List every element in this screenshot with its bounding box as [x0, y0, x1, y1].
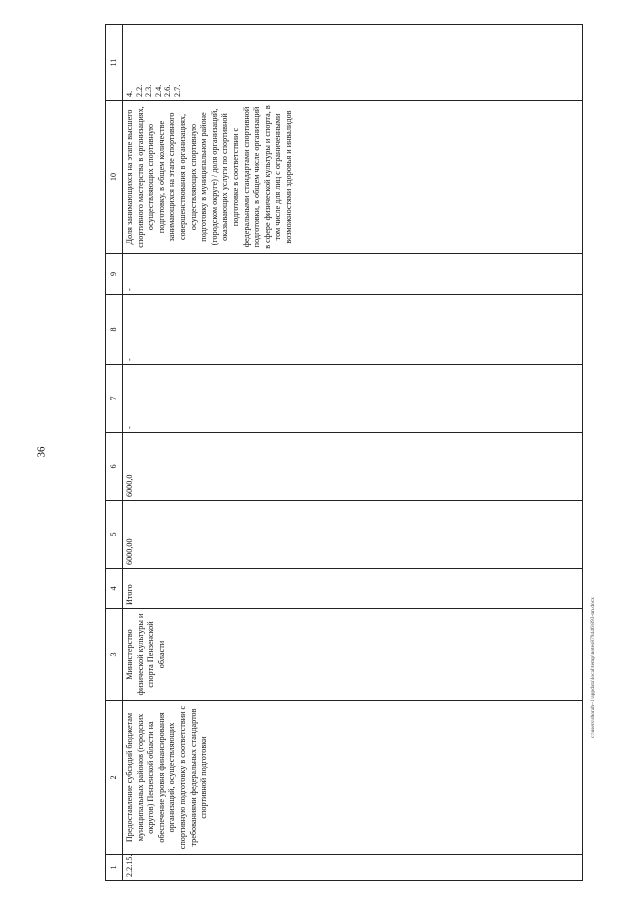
rotated-table — [105, 25, 583, 881]
col-header-10: 10 — [106, 101, 123, 254]
footer-file-path: c:\users\shorah~1\appdata\local\temp\notes879446\893-nn.docx — [590, 597, 596, 738]
table-area — [105, 25, 583, 881]
col-header-9: 9 — [106, 254, 123, 295]
col-header-4: 4 — [106, 569, 123, 609]
table-row — [123, 25, 583, 881]
row-number: 2.2.15. — [123, 855, 583, 881]
col-header-5: 5 — [106, 501, 123, 569]
page-number: 36 — [35, 446, 48, 458]
year-2-amount: - — [123, 365, 583, 433]
indicator: Доля занимающихся на этапе высшего спортивного мастерства в организациях, осуществляющих спортивную подготовку, в общем количестве занимающихся на этапе спортивного совершенствования в организациях, осуществляющих спортивную подготовку в муниципальном районе (городском округе) / доля организаций, оказывающих услуги по спортивной подготовке в соответствии с федеральными стандартами спортивной подготовки, в общем числе организаций в сфере физической культуры и спорта, в том числе для лиц с ограниченными возможностями здоровья и инвалидов — [123, 101, 583, 254]
executor: Министерство физической культуры и спорта Пензенской области — [123, 609, 583, 701]
col-header-11: 11 — [106, 25, 123, 101]
year-3-amount: - — [123, 295, 583, 365]
funding-source: Итого — [123, 569, 583, 609]
col-header-7: 7 — [106, 365, 123, 433]
year-4-amount: - — [123, 254, 583, 295]
year-1-amount: 6000,0 — [123, 433, 583, 501]
total-amount: 6000,00 — [123, 501, 583, 569]
program-table — [105, 24, 583, 881]
col-header-6: 6 — [106, 433, 123, 501]
col-header-3: 3 — [106, 609, 123, 701]
col-header-8: 8 — [106, 295, 123, 365]
header-row — [106, 25, 123, 881]
col-header-1: 1 — [106, 855, 123, 881]
indicator-codes: 4. 2.2. 2.3. 2.4. 2.6. 2.7. — [123, 25, 583, 101]
measure-name: Предоставление субсидий бюджетам муниципальных районов (городских округов) Пензенской области на обеспечение уровня финансирования организаций, осуществляющих спортивную подготовку в соответствии с требованиями федеральных стандартов спортивной подготовки — [123, 701, 583, 855]
col-header-2: 2 — [106, 701, 123, 855]
